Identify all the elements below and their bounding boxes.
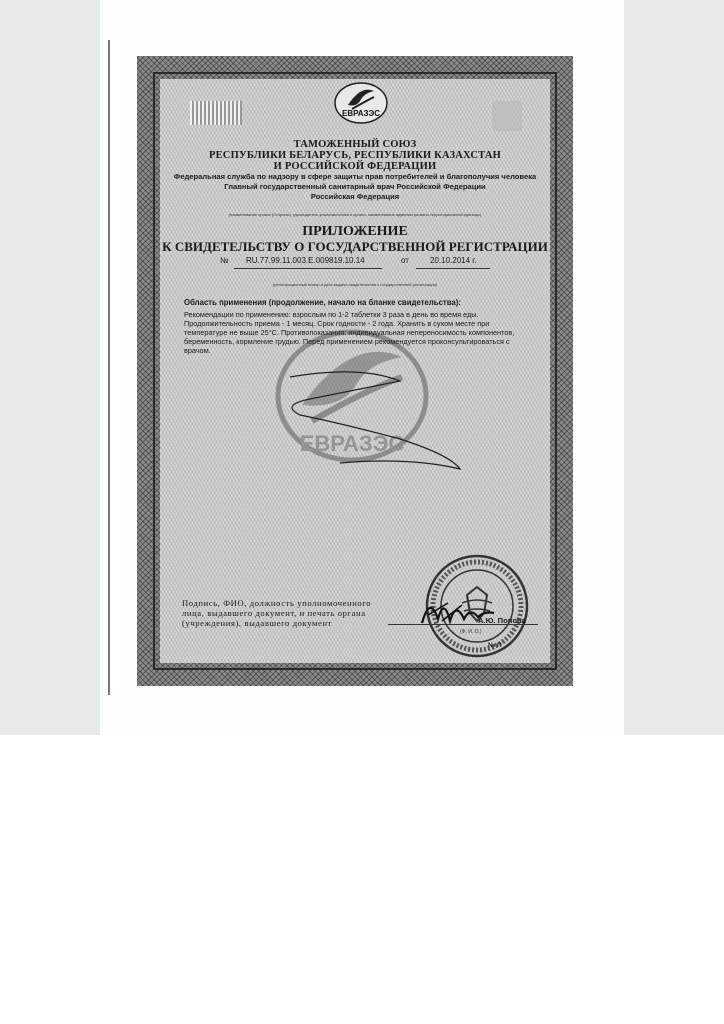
pen-scribble-icon: [250, 359, 480, 479]
left-background-band: [0, 0, 100, 735]
signer-caption: (Ф. И. О.): [460, 629, 482, 635]
registration-caption: (регистрационный номер и дата выдачи свидетельства о государственной регистрации): [272, 282, 438, 287]
hologram-corner: [492, 101, 522, 131]
right-background-band: [624, 0, 724, 735]
agency-line-1: Федеральная служба по надзору в сфере защиты прав потребителей и благополучия человека: [173, 172, 537, 181]
evrazes-logo-icon: [328, 79, 394, 129]
registration-date: 20.10.2014 г.: [430, 256, 477, 265]
certificate-body: [160, 79, 550, 663]
watermark-text: ЕВРАЗЭС: [299, 431, 405, 456]
header-line-1: ТАМОЖЕННЫЙ СОЮЗ: [293, 139, 417, 150]
scope-heading: Область применения (продолжение, начало на бланке свидетельства):: [184, 298, 461, 307]
agency-line-3: Российская Федерация: [310, 192, 400, 201]
hologram-strip: [190, 101, 242, 125]
signer-name: А.Ю. Попова: [478, 616, 526, 625]
date-underline: [416, 268, 490, 269]
agency-caption: (наименование органа (Стороны), руководитель уполномоченного органа, наименование административно-территориальной единицы): [228, 212, 482, 217]
signature-label: Подпись, ФИО, должность уполномоченного лица, выдавшего документ, и печать органа (учреждения), выдавшего документ: [182, 598, 372, 628]
scope-text: Рекомендации по применению: взрослым по 1-2 таблетки 3 раза в день во время еды. Продолжительность приема - 1 месяц. Срок годности - 2 года. Хранить в сухом месте при температуре не выше 25°С. Противопоказания: индивидуальная непереносимость компонентов, беременность, кормление грудью. Перед применением рекомендуется проконсультироваться с врачом.: [184, 310, 515, 355]
scan-edge-shadow: [102, 40, 124, 695]
header-line-2: РЕСПУБЛИКИ БЕЛАРУСЬ, РЕСПУБЛИКИ КАЗАХСТАН: [208, 150, 501, 161]
blank-number: № П: [488, 642, 502, 649]
number-underline: [234, 268, 382, 269]
registration-from-label: от: [401, 256, 409, 265]
handwritten-signature-icon: [418, 591, 498, 631]
logo-text: ЕВРАЗЭС: [341, 109, 380, 118]
header-line-3: И РОССИЙСКОЙ ФЕДЕРАЦИИ: [273, 161, 437, 172]
registration-no-label: №: [220, 256, 229, 265]
agency-line-2: Главный государственный санитарный врач Российской Федерации: [224, 182, 486, 191]
document-subtitle: К СВИДЕТЕЛЬСТВУ О ГОСУДАРСТВЕННОЙ РЕГИСТРАЦИИ: [162, 239, 548, 254]
document-title: ПРИЛОЖЕНИЕ: [302, 224, 408, 239]
registration-number: RU.77.99.11.003.Е.009819.10.14: [246, 256, 365, 265]
registration-line: [220, 256, 490, 270]
